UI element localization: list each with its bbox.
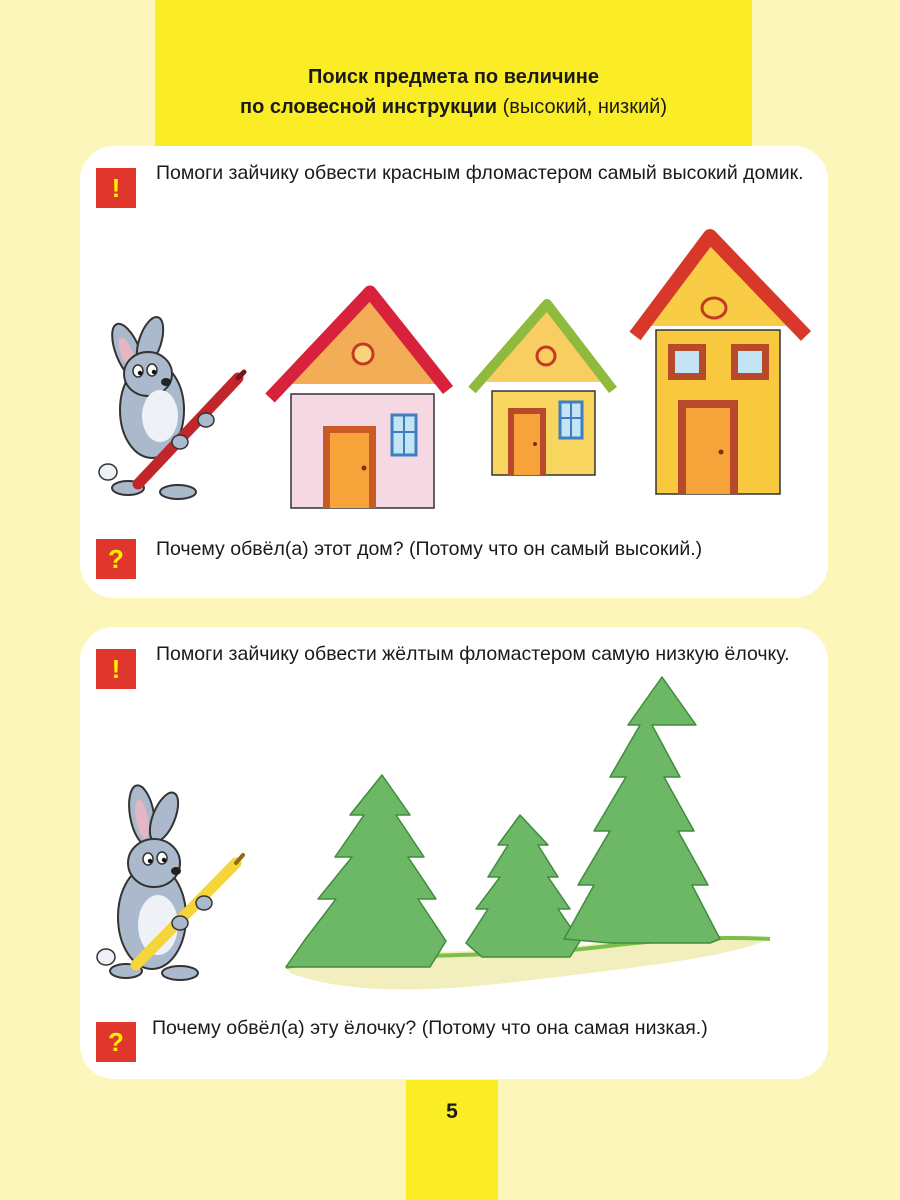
title-line-2: [155, 92, 752, 122]
bunny-red-marker: [99, 314, 244, 499]
fir-tree-low: [466, 815, 580, 957]
page-number: 5: [446, 1100, 458, 1123]
question-icon: ?: [96, 1022, 136, 1062]
title-line-2-paren: (высокий, низкий): [497, 96, 667, 118]
task2-question: Почему обвёл(а) эту ёлочку? (Потому что она самая низкая.): [152, 1017, 708, 1039]
bunny-yellow-marker: [97, 783, 243, 980]
task-card-houses: [80, 146, 828, 598]
page-title: [155, 62, 752, 122]
house-tall: [635, 236, 806, 494]
question-icon: ?: [96, 539, 136, 579]
title-line-1: Поиск предмета по величине: [308, 66, 599, 88]
task1-instruction: Помоги зайчику обвести красным фломастером самый высокий домик.: [156, 162, 804, 184]
fir-tree-medium: [286, 775, 446, 967]
exclamation-icon: !: [96, 649, 136, 689]
fir-tree-tall: [564, 677, 720, 943]
trees-illustration: [80, 627, 828, 1079]
task-card-trees: [80, 627, 828, 1079]
task2-instruction: Помоги зайчику обвести жёлтым фломастером самую низкую ёлочку.: [156, 643, 790, 665]
house-low: [472, 304, 613, 475]
page-number-band: [406, 1080, 498, 1200]
title-line-2-bold: по словесной инструкции: [240, 96, 498, 118]
task1-question: Почему обвёл(а) этот дом? (Потому что он самый высокий.): [156, 538, 703, 560]
houses-illustration: [80, 146, 828, 598]
exclamation-icon: !: [96, 168, 136, 208]
house-medium: [270, 292, 448, 508]
